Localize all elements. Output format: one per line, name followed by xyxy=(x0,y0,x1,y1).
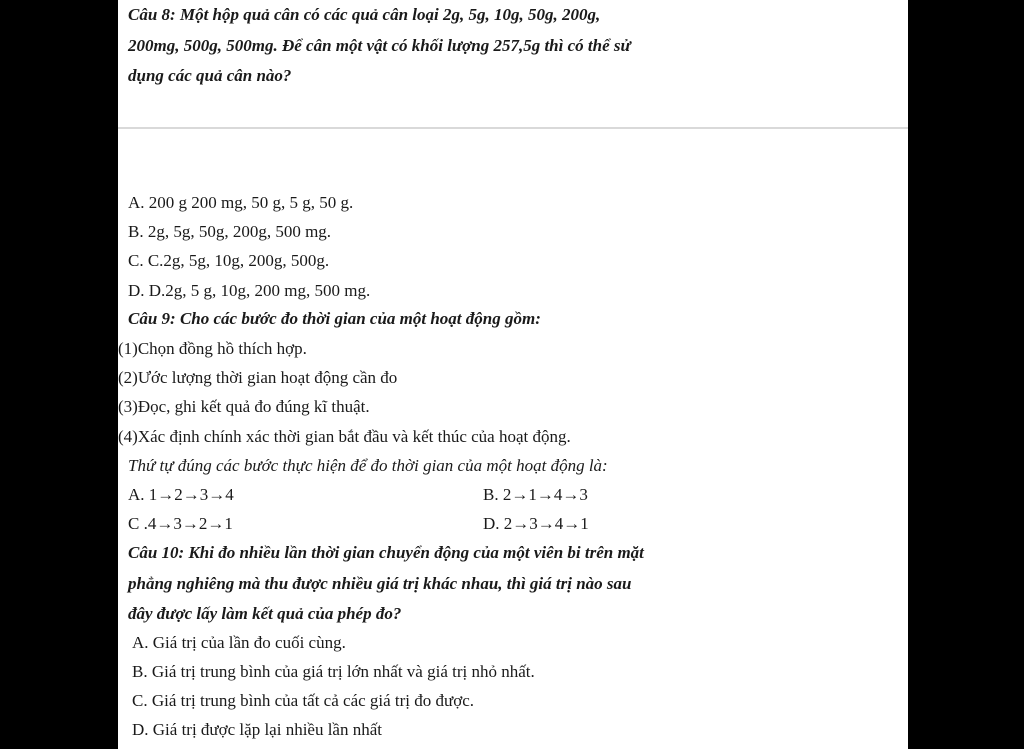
q10-line-1: Câu 10: Khi đo nhiều lần thời gian chuyển động của một viên bi trên mặt xyxy=(128,543,644,562)
q8-line-3: dụng các quả cân nào? xyxy=(128,66,292,85)
q10-option-d: D. Giá trị được lặp lại nhiều lần nhất xyxy=(132,720,382,739)
q10-option-c: C. Giá trị trung bình của tất cả các giá trị đo được. xyxy=(132,691,475,710)
q8-option-b: B. 2g, 5g, 50g, 200g, 500 mg. xyxy=(128,222,332,241)
q9-option-c: C .4→3→2→1 xyxy=(128,514,233,533)
q10-line-2: phẳng nghiêng mà thu được nhiều giá trị khác nhau, thì giá trị nào sau xyxy=(128,574,632,593)
q9-option-a: A. 1→2→3→4 xyxy=(128,485,234,504)
q8-option-c: C. C.2g, 5g, 10g, 200g, 500g. xyxy=(128,251,330,270)
q9-step-4: (4)Xác định chính xác thời gian bắt đầu và kết thúc của hoạt động. xyxy=(118,427,571,446)
section-divider xyxy=(118,127,908,129)
q8-line-2: 200mg, 500g, 500mg. Để cân một vật có khối lượng 257,5g thì có thể sử xyxy=(128,36,631,55)
q9-step-2: (2)Ước lượng thời gian hoạt động cần đo xyxy=(118,368,398,387)
q8-line-1: Câu 8: Một hộp quả cân có các quả cân loại 2g, 5g, 10g, 50g, 200g, xyxy=(128,5,601,24)
q9-option-d: D. 2→3→4→1 xyxy=(483,514,589,533)
q9-step-1: (1)Chọn đồng hồ thích hợp. xyxy=(118,339,307,358)
q10-option-a: A. Giá trị của lần đo cuối cùng. xyxy=(132,633,346,652)
q10-option-b: B. Giá trị trung bình của giá trị lớn nhất và giá trị nhỏ nhất. xyxy=(132,662,535,681)
q8-option-d: D. D.2g, 5 g, 10g, 200 mg, 500 mg. xyxy=(128,281,371,300)
q10-line-3: đây được lấy làm kết quả của phép đo? xyxy=(128,604,402,623)
q9-title: Câu 9: Cho các bước đo thời gian của một hoạt động gồm: xyxy=(128,309,541,328)
document-page xyxy=(118,0,908,749)
q8-option-a: A. 200 g 200 mg, 50 g, 5 g, 50 g. xyxy=(128,193,354,212)
q9-prompt: Thứ tự đúng các bước thực hiện để đo thời gian của một hoạt động là: xyxy=(128,456,608,475)
q9-step-3: (3)Đọc, ghi kết quả đo đúng kĩ thuật. xyxy=(118,397,370,416)
q9-option-b: B. 2→1→4→3 xyxy=(483,485,588,504)
